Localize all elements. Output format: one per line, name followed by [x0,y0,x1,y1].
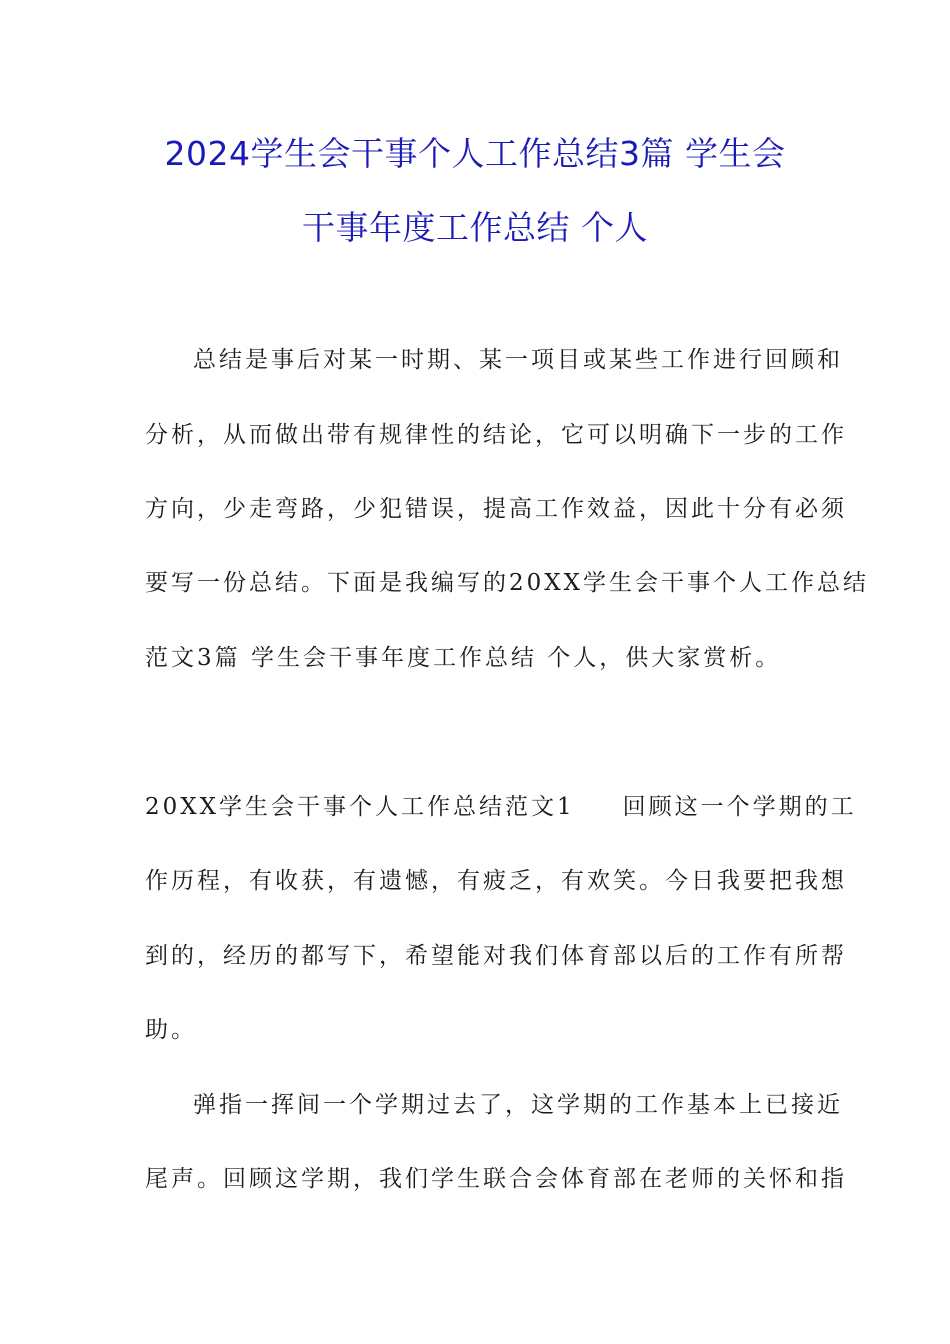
section1-heading: 20XX学生会干事个人工作总结范文1 [145,794,575,820]
intro-line-1: 总结是事后对某一时期、某一项目或某些工作进行回顾和 [193,347,843,373]
section2-line-2: 尾声。回顾这学期，我们学生联合会体育部在老师的关怀和指 [145,1166,847,1192]
intro-line-4: 要写一份总结。下面是我编写的20XX学生会干事个人工作总结 [145,570,870,596]
intro-line-2: 分析，从而做出带有规律性的结论，它可以明确下一步的工作 [145,422,847,448]
section1-line-2: 作历程，有收获，有遗憾，有疲乏，有欢笑。今日我要把我想 [145,868,847,894]
section2-line-1: 弹指一挥间一个学期过去了，这学期的工作基本上已接近 [193,1092,843,1118]
section1-first-line [145,792,857,822]
intro-line-3: 方向，少走弯路，少犯错误，提高工作效益，因此十分有必须 [145,496,847,522]
section1-first-line-text: 回顾这一个学期的工 [622,794,857,820]
section1-line-3: 到的，经历的都写下，希望能对我们体育部以后的工作有所帮 [145,943,847,969]
section1-line-4: 助。 [145,1017,197,1043]
document-title-line-1: 2024学生会干事个人工作总结3篇 学生会 [164,134,786,173]
document-title-line-2: 干事年度工作总结 个人 [302,208,648,247]
intro-line-5: 范文3篇 学生会干事年度工作总结 个人，供大家赏析。 [145,645,782,671]
